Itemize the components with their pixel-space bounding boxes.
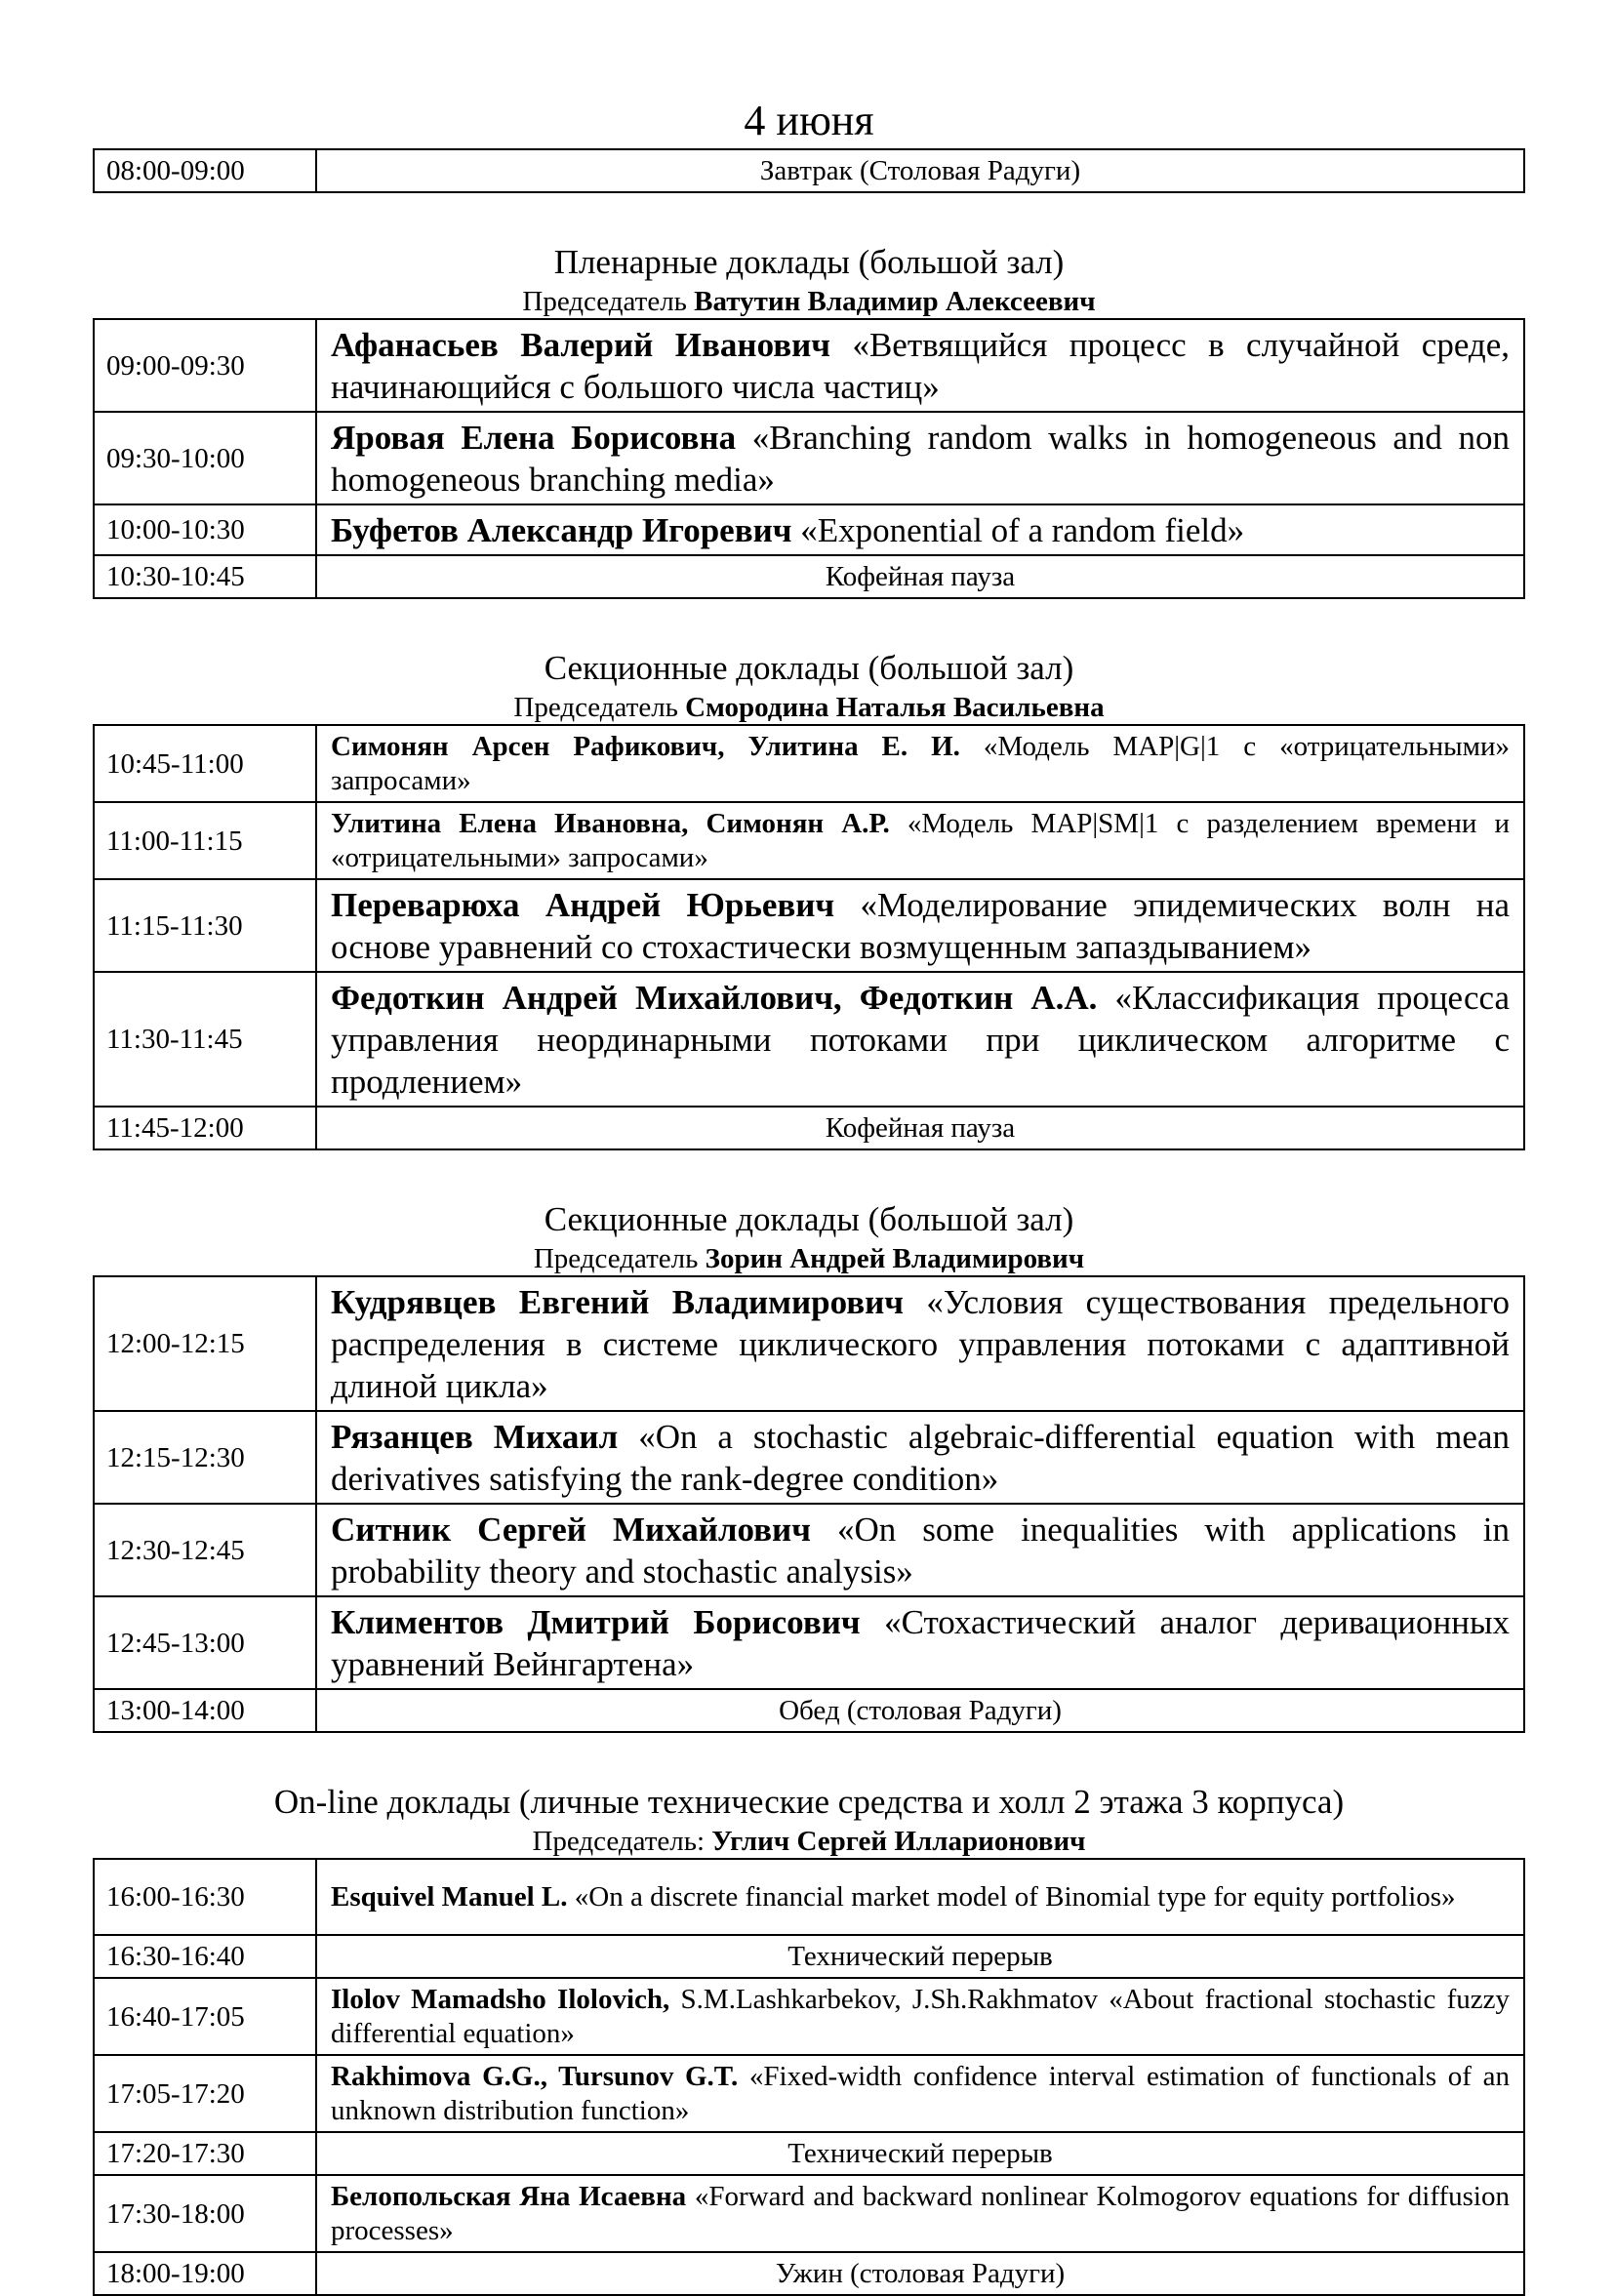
schedule-table bbox=[93, 724, 1525, 1150]
talk-title: «Модель MAP|SM|1 с разделением времени и «отрицательными» запросами» bbox=[331, 808, 1511, 873]
time-cell: 17:05-17:20 bbox=[94, 2055, 316, 2132]
table-row bbox=[94, 412, 1524, 504]
time-cell: 16:00-16:30 bbox=[94, 1859, 316, 1935]
talk-cell bbox=[316, 802, 1524, 879]
schedule-table bbox=[93, 318, 1525, 599]
speaker-name: Ilolov Mamadsho Ilolovich, bbox=[331, 1984, 670, 2015]
table-row bbox=[94, 1689, 1524, 1732]
talk-cell bbox=[316, 1411, 1524, 1504]
table-row bbox=[94, 1411, 1524, 1504]
chair-line bbox=[93, 285, 1525, 318]
talk-cell bbox=[316, 2055, 1524, 2132]
table-row bbox=[94, 802, 1524, 879]
table-row bbox=[94, 2055, 1524, 2132]
time-cell: 11:30-11:45 bbox=[94, 972, 316, 1107]
chair-line bbox=[93, 1242, 1525, 1275]
talk-title: «On a discrete financial market model of Binomial type for equity portfolios» bbox=[574, 1881, 1456, 1913]
talk-title: «Классификация процесса управления неординарными потоками при циклическом алгоритме с продлением» bbox=[331, 979, 1510, 1101]
time-cell: 11:45-12:00 bbox=[94, 1107, 316, 1149]
talk-cell bbox=[316, 319, 1524, 412]
time-cell: 12:30-12:45 bbox=[94, 1504, 316, 1596]
section-header bbox=[93, 1197, 1525, 1275]
breakfast-table bbox=[93, 148, 1525, 193]
talk-title: «Fixed-width confidence interval estimation of functionals of an unknown distribution function» bbox=[331, 2061, 1510, 2126]
time-cell: 09:30-10:00 bbox=[94, 412, 316, 504]
chair-name: Зорин Андрей Владимирович bbox=[705, 1243, 1085, 1274]
table-row bbox=[94, 1978, 1524, 2055]
table-row bbox=[94, 2132, 1524, 2175]
talk-cell bbox=[316, 504, 1524, 555]
time-cell: 12:45-13:00 bbox=[94, 1596, 316, 1689]
table-row bbox=[94, 1504, 1524, 1596]
talk-title: «Forward and backward nonlinear Kolmogorov equations for diffusion processes» bbox=[331, 2181, 1510, 2246]
talk-cell bbox=[316, 725, 1524, 802]
talk-title: «Exponential of a random field» bbox=[800, 511, 1245, 549]
time-cell: 16:30-16:40 bbox=[94, 1935, 316, 1978]
speaker-name: Федоткин Андрей Михайлович, Федоткин А.А. bbox=[331, 979, 1098, 1017]
time-cell: 10:30-10:45 bbox=[94, 555, 316, 598]
talk-title: «Branching random walks in homogeneous and non homogeneous branching media» bbox=[331, 419, 1511, 499]
speaker-name: Яровая Елена Борисовна bbox=[331, 419, 737, 457]
section-header bbox=[93, 646, 1525, 724]
table-row bbox=[94, 2175, 1524, 2252]
talk-cell bbox=[316, 1276, 1524, 1411]
table-row bbox=[94, 879, 1524, 972]
time-cell: 09:00-09:30 bbox=[94, 319, 316, 412]
speaker-name: Афанасьев Валерий Иванович bbox=[331, 326, 830, 364]
time-cell: 11:15-11:30 bbox=[94, 879, 316, 972]
time-cell: 08:00-09:00 bbox=[94, 149, 316, 192]
speaker-name: Симонян Арсен Рафикович, Улитина Е. И. bbox=[331, 731, 960, 762]
time-cell: 10:00-10:30 bbox=[94, 504, 316, 555]
talk-cell bbox=[316, 412, 1524, 504]
speaker-name: Белопольская Яна Исаевна bbox=[331, 2181, 687, 2212]
chair-line bbox=[93, 1825, 1525, 1858]
table-row bbox=[94, 1935, 1524, 1978]
talk-cell bbox=[316, 2175, 1524, 2252]
table-row bbox=[94, 149, 1524, 192]
section-title: Пленарные доклады (большой зал) bbox=[553, 243, 1065, 281]
time-cell: 12:00-12:15 bbox=[94, 1276, 316, 1411]
chair-name: Ватутин Владимир Алексеевич bbox=[694, 286, 1096, 317]
program-page bbox=[93, 94, 1525, 2296]
section-title: Секционные доклады (большой зал) bbox=[544, 1200, 1074, 1238]
talk-cell bbox=[316, 972, 1524, 1107]
time-cell: 13:00-14:00 bbox=[94, 1689, 316, 1732]
break-cell: Кофейная пауза bbox=[316, 555, 1524, 598]
break-cell: Технический перерыв bbox=[316, 1935, 1524, 1978]
table-row bbox=[94, 1107, 1524, 1149]
chair-line bbox=[93, 691, 1525, 724]
speaker-name: Переварюха Андрей Юрьевич bbox=[331, 886, 835, 924]
talk-cell bbox=[316, 1859, 1524, 1935]
table-row bbox=[94, 555, 1524, 598]
speaker-name: Rakhimova G.G., Tursunov G.T. bbox=[331, 2061, 739, 2092]
table-row bbox=[94, 972, 1524, 1107]
talk-cell bbox=[316, 1978, 1524, 2055]
time-cell: 10:45-11:00 bbox=[94, 725, 316, 802]
talk-title: «Условия существования предельного распределения в системе циклического управления потоками с адаптивной длиной цикла» bbox=[331, 1283, 1511, 1405]
talk-title: «Моделирование эпидемических волн на основе уравнений со стохастически возмущенным запаздыванием» bbox=[331, 886, 1510, 966]
time-cell: 17:20-17:30 bbox=[94, 2132, 316, 2175]
time-cell: 12:15-12:30 bbox=[94, 1411, 316, 1504]
break-cell: Кофейная пауза bbox=[316, 1107, 1524, 1149]
talk-title: «On some inequalities with applications in probability theory and stochastic analysis» bbox=[331, 1511, 1510, 1591]
speaker-name: Улитина Елена Ивановна, Симонян А.Р. bbox=[331, 808, 890, 839]
talk-title: «Ветвящийся процесс в случайной среде, начинающийся с большого числа частиц» bbox=[331, 326, 1511, 406]
section-title: Секционные доклады (большой зал) bbox=[544, 649, 1074, 687]
schedule-table bbox=[93, 1275, 1525, 1733]
table-row bbox=[94, 1859, 1524, 1935]
table-row bbox=[94, 1596, 1524, 1689]
time-cell: 17:30-18:00 bbox=[94, 2175, 316, 2252]
talk-title: S.M.Lashkarbekov, J.Sh.Rakhmatov «About fractional stochastic fuzzy differential equation» bbox=[331, 1984, 1510, 2049]
break-cell: Технический перерыв bbox=[316, 2132, 1524, 2175]
speaker-name: Кудрявцев Евгений Владимирович bbox=[331, 1283, 905, 1321]
table-row bbox=[94, 2252, 1524, 2295]
talk-cell bbox=[316, 879, 1524, 972]
chair-prefix: Председатель bbox=[533, 1243, 706, 1274]
talk-cell bbox=[316, 1596, 1524, 1689]
table-row bbox=[94, 504, 1524, 555]
event-cell: Завтрак (Столовая Радуги) bbox=[316, 149, 1524, 192]
table-row bbox=[94, 1276, 1524, 1411]
section-title: On-line доклады (личные технические средства и холл 2 этажа 3 корпуса) bbox=[273, 1783, 1345, 1821]
table-row bbox=[94, 725, 1524, 802]
schedule-table bbox=[93, 1858, 1525, 2296]
day-title: 4 июня bbox=[744, 97, 874, 144]
talk-title: «Стохастический аналог деривационных уравнений Вейнгартена» bbox=[331, 1603, 1510, 1683]
speaker-name: Буфетов Александр Игоревич bbox=[331, 511, 792, 549]
meal-cell: Ужин (столовая Радуги) bbox=[316, 2252, 1524, 2295]
chair-prefix: Председатель bbox=[522, 286, 695, 317]
speaker-name: Esquivel Manuel L. bbox=[331, 1881, 568, 1913]
table-row bbox=[94, 319, 1524, 412]
chair-name: Смородина Наталья Васильевна bbox=[685, 692, 1105, 723]
talk-title: «On a stochastic algebraic-differential equation with mean derivatives satisfying the rank-degree condition» bbox=[331, 1418, 1510, 1498]
speaker-name: Рязанцев Михаил bbox=[331, 1418, 619, 1456]
chair-name: Углич Сергей Илларионович bbox=[711, 1826, 1086, 1857]
talk-cell bbox=[316, 1504, 1524, 1596]
time-cell: 11:00-11:15 bbox=[94, 802, 316, 879]
chair-prefix: Председатель bbox=[513, 692, 686, 723]
speaker-name: Климентов Дмитрий Борисович bbox=[331, 1603, 861, 1641]
time-cell: 18:00-19:00 bbox=[94, 2252, 316, 2295]
talk-title: «Модель MAP|G|1 с «отрицательными» запросами» bbox=[331, 731, 1510, 796]
speaker-name: Ситник Сергей Михайлович bbox=[331, 1511, 811, 1549]
chair-prefix: Председатель: bbox=[532, 1826, 712, 1857]
section-header bbox=[93, 1780, 1525, 1858]
time-cell: 16:40-17:05 bbox=[94, 1978, 316, 2055]
section-header bbox=[93, 240, 1525, 318]
break-cell: Обед (столовая Радуги) bbox=[316, 1689, 1524, 1732]
